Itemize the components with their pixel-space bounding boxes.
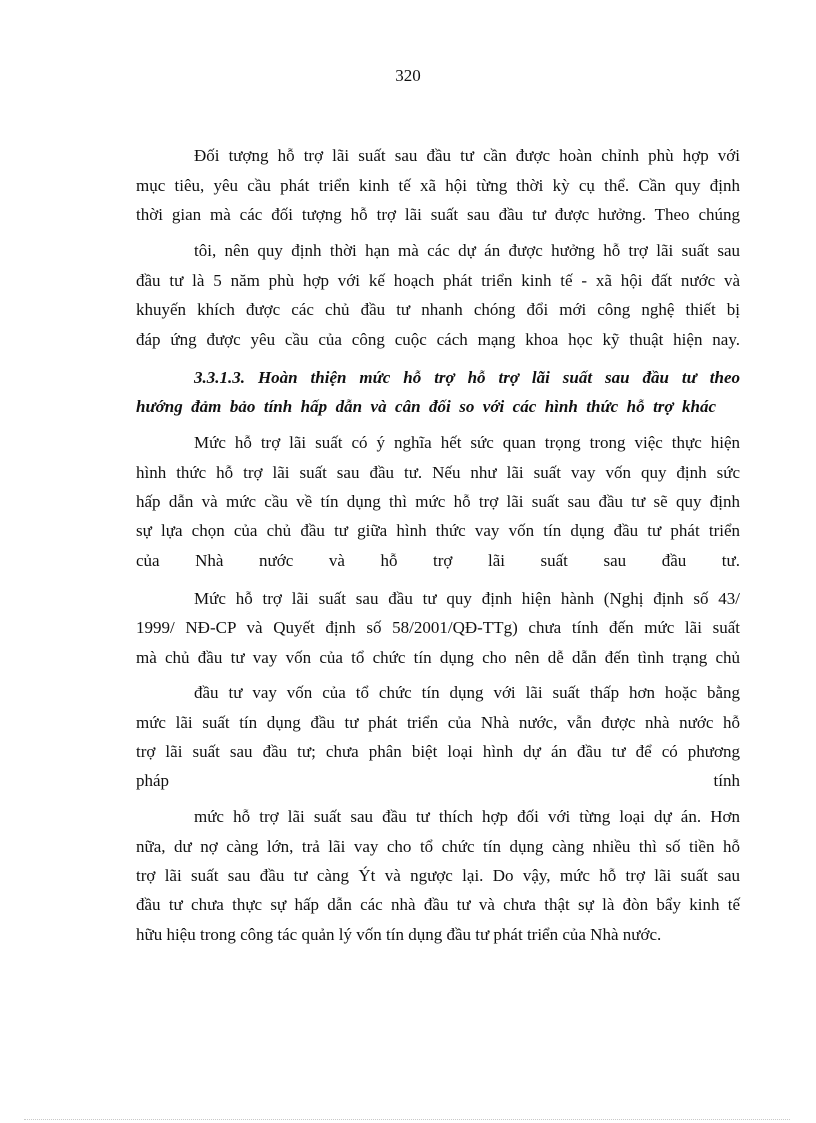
paragraph-line: mà chủ đầu tư vay vốn của tổ chức tín dụng cho nên dễ dẫn đến tình trạng chủ bbox=[136, 648, 740, 667]
paragraph-line: sự lựa chọn của chủ đầu tư giữa hình thức vay vốn tín dụng đầu tư phát triển bbox=[136, 521, 740, 540]
paragraph-line: 1999/ NĐ-CP và Quyết định số 58/2001/QĐ-TTg) chưa tính đến mức lãi suất bbox=[136, 618, 740, 637]
paragraph-line: trợ lãi suất sau đầu tư; chưa phân biệt loại hình dự án đầu tư để có phương bbox=[136, 742, 740, 761]
paragraph-line: Mức hỗ trợ lãi suất sau đầu tư quy định hiện hành (Nghị định số 43/ bbox=[194, 589, 740, 608]
paragraph-line: Đối tượng hỗ trợ lãi suất sau đầu tư cần được hoàn chỉnh phù hợp với bbox=[194, 146, 740, 165]
paragraph-line: đáp ứng được yêu cầu của công cuộc cách mạng khoa học kỹ thuật hiện nay. bbox=[136, 330, 740, 349]
paragraph-line: nữa, dư nợ càng lớn, trả lãi vay cho tổ chức tín dụng càng nhiều thì số tiền hỗ bbox=[136, 837, 740, 856]
paragraph-line: đầu tư là 5 năm phù hợp với kế hoạch phát triển kinh tế - xã hội đất nước và bbox=[136, 271, 740, 290]
paragraph-line: đầu tư vay vốn của tổ chức tín dụng với lãi suất thấp hơn hoặc bằng bbox=[194, 683, 740, 702]
paragraph-line: mức hỗ trợ lãi suất sau đầu tư thích hợp đối với từng loại dự án. Hơn bbox=[194, 807, 740, 826]
paragraph-line: đầu tư chưa thực sự hấp dẫn các nhà đầu tư và chưa thật sự là đòn bẩy kinh tế bbox=[136, 895, 740, 914]
paragraph-line: tôi, nên quy định thời hạn mà các dự án được hưởng hỗ trợ lãi suất sau bbox=[194, 241, 740, 260]
paragraph-line: trợ lãi suất sau đầu tư càng Ýt và ngược lại. Do vậy, mức hỗ trợ lãi suất sau bbox=[136, 866, 740, 885]
paragraph-line: pháp tính bbox=[136, 771, 740, 790]
section-heading: hướng đảm bảo tính hấp dẫn và cân đối so với các hình thức hỗ trợ khác bbox=[136, 397, 716, 416]
paragraph-line: Mức hỗ trợ lãi suất có ý nghĩa hết sức quan trọng trong việc thực hiện bbox=[194, 433, 740, 452]
paragraph-line: hình thức hỗ trợ lãi suất sau đầu tư. Nếu như lãi suất vay vốn quy định sức bbox=[136, 463, 740, 482]
page-number: 320 bbox=[395, 66, 421, 85]
section-heading: 3.3.1.3. Hoàn thiện mức hỗ trợ hỗ trợ lãi suất sau đầu tư theo bbox=[194, 368, 740, 387]
paragraph-line: mục tiêu, yêu cầu phát triển kinh tế xã hội từng thời kỳ cụ thể. Cần quy định bbox=[136, 176, 740, 195]
page-bottom-rule bbox=[24, 1119, 790, 1120]
paragraph-line: thời gian mà các đối tượng hỗ trợ lãi suất sau đầu tư được hưởng. Theo chúng bbox=[136, 205, 740, 224]
paragraph-line: hấp dẫn và mức cầu về tín dụng thì mức hỗ trợ lãi suất sau đầu tư sẽ quy định bbox=[136, 492, 740, 511]
paragraph-line: mức lãi suất tín dụng đầu tư phát triển của Nhà nước, vẫn được nhà nước hỗ bbox=[136, 713, 740, 732]
paragraph-line: khuyến khích được các chủ đầu tư nhanh chóng đổi mới công nghệ thiết bị bbox=[136, 300, 740, 319]
paragraph-line: của Nhà nước và hỗ trợ lãi suất sau đầu tư. bbox=[136, 551, 740, 570]
paragraph-line: hữu hiệu trong công tác quản lý vốn tín dụng đầu tư phát triển của Nhà nước. bbox=[136, 925, 662, 944]
